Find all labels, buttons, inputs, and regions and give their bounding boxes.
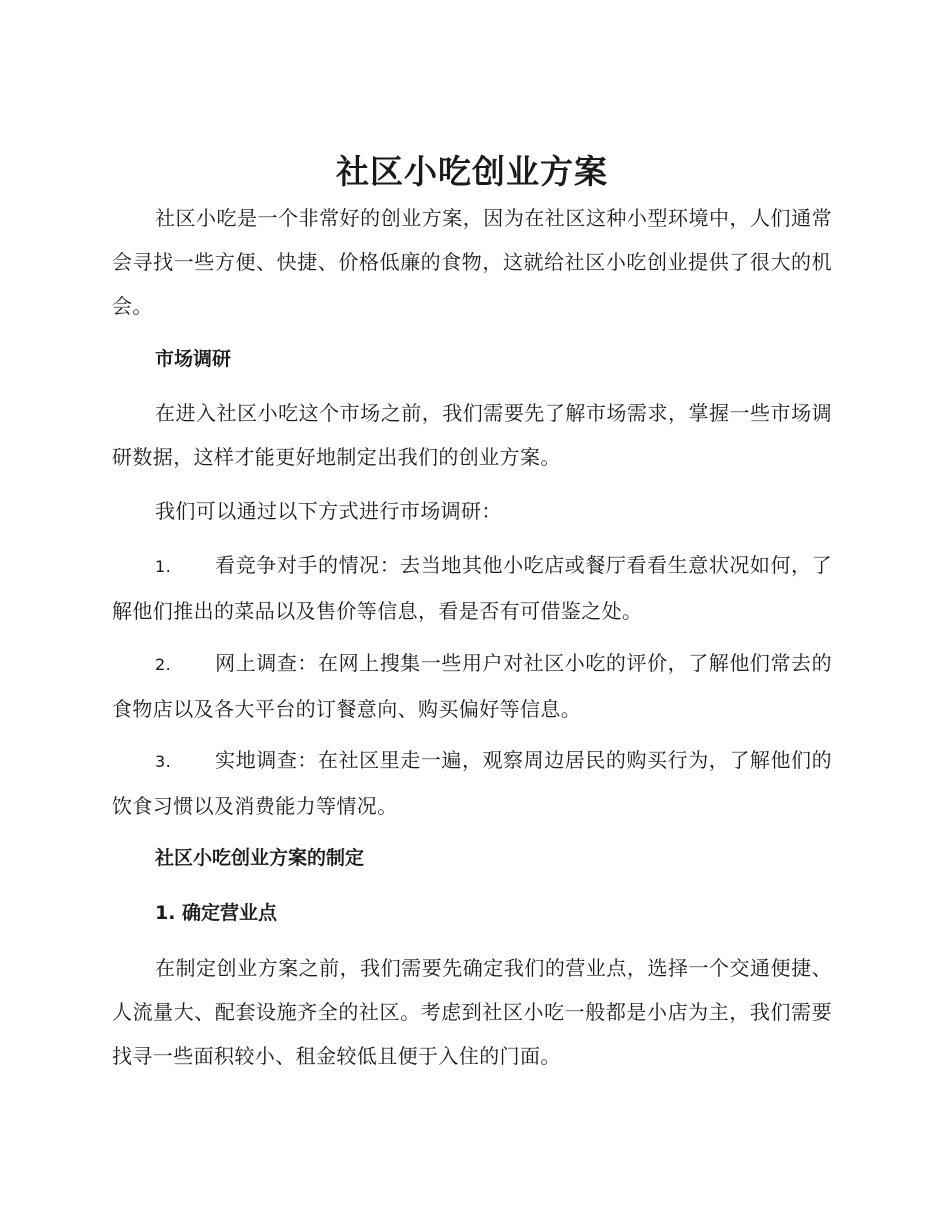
list-item-number: 3. xyxy=(155,752,172,771)
market-research-methods-intro: 我们可以通过以下方式进行市场调研： xyxy=(155,499,502,523)
section-heading-plan: 社区小吃创业方案的制定 xyxy=(155,847,365,869)
list-item-text: 网上调查：在网上搜集一些用户对社区小吃的评价，了解他们常去的食物店以及各大平台的订餐意向、购买偏好等信息。 xyxy=(112,651,832,721)
list-item-number: 2. xyxy=(155,655,172,674)
document-title: 社区小吃创业方案 xyxy=(336,152,608,191)
sub-heading-location: 1. 确定营业点 xyxy=(155,902,278,924)
list-item-text: 实地调查：在社区里走一遍，观察周边居民的购买行为，了解他们的饮食习惯以及消费能力等情况。 xyxy=(112,748,832,818)
list-item-text: 看竞争对手的情况：去当地其他小吃店或餐厅看看生意状况如何，了解他们推出的菜品以及售价等信息，看是否有可借鉴之处。 xyxy=(112,553,832,623)
location-paragraph: 在制定创业方案之前，我们需要先确定我们的营业点，选择一个交通便捷、人流量大、配套设施齐全的社区。考虑到社区小吃一般都是小店为主，我们需要找寻一些面积较小、租金较低且便于入住的门面。 xyxy=(112,956,832,1068)
market-research-paragraph: 在进入社区小吃这个市场之前，我们需要先了解市场需求，掌握一些市场调研数据，这样才能更好地制定出我们的创业方案。 xyxy=(112,401,832,469)
list-item xyxy=(112,738,832,828)
section-heading-market-research: 市场调研 xyxy=(155,348,232,370)
list-item-number: 1. xyxy=(155,557,172,576)
list-item xyxy=(112,543,832,633)
intro-paragraph: 社区小吃是一个非常好的创业方案，因为在社区这种小型环境中，人们通常会寻找一些方便、快捷、价格低廉的食物，这就给社区小吃创业提供了很大的机会。 xyxy=(112,206,832,318)
list-item xyxy=(112,641,832,731)
